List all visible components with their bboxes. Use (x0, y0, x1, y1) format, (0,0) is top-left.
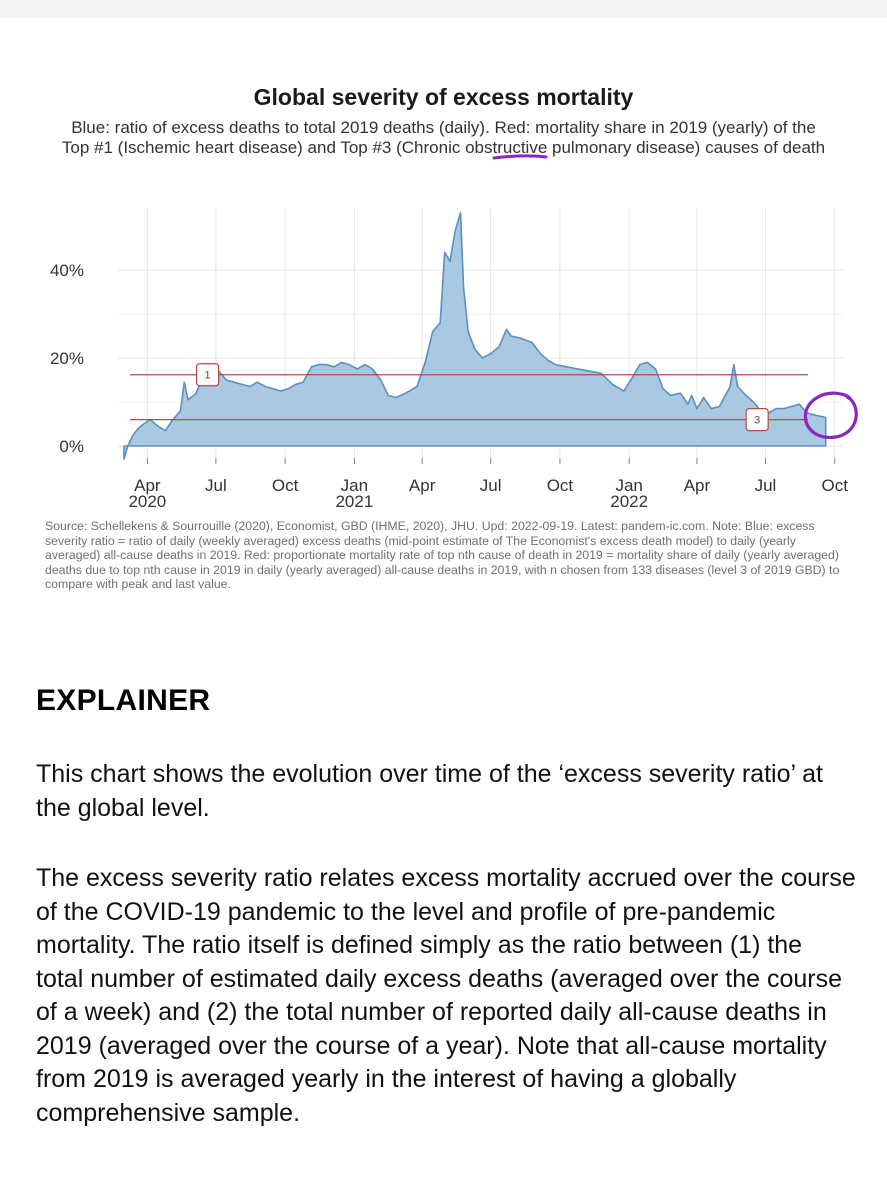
x-tick-label: Apr (683, 476, 711, 495)
y-axis-ticks (50, 261, 84, 456)
chart-subtitle: Blue: ratio of excess deaths to total 2019 deaths (daily). Red: mortality share in 2019 (yearly) of the Top #1 (Ischemic heart disease) and Top #3 (Chronic obstructive pulmonary disease) causes of death (61, 118, 826, 157)
x-tick-label: Jan (340, 476, 369, 495)
hand-drawn-underline (494, 156, 546, 158)
y-tick-label: 20% (49, 349, 84, 368)
reference-label-3: 3 (754, 414, 761, 427)
y-tick-label: 0% (59, 437, 84, 456)
chart-source-note: Source: Schellekens & Sourrouille (2020), Economist, GBD (IHME, 2020), JHU. Upd: 2022-09-19. Latest: pandem-ic.com. Note: Blue: excess severity ratio = ratio of daily (weekly averaged) excess deaths (mid-point estimate of The Economist's excess death model) to daily (yearly averaged) all-cause deaths in 2019. Red: proportionate mortality rate of top nth cause of death in 2019 = mortality share of daily (yearly averaged) deaths due to top nth cause in 2019 in daily (yearly averaged) all-cause deaths in 2019, with n chosen from 133 diseases (level 3 of 2019 GBD) to compare with peak and last value. (45, 519, 840, 591)
chart-title: Global severity of excess mortality (253, 84, 634, 110)
severity-area (124, 213, 826, 459)
explainer-heading: EXPLAINER (36, 684, 211, 717)
x-tick-year-label: 2020 (128, 492, 167, 511)
x-tick-year-label: 2022 (610, 492, 649, 511)
x-tick-year-label: 2021 (335, 492, 374, 511)
x-tick-label: Jul (754, 476, 777, 495)
explainer-paragraph-2: The excess severity ratio relates excess mortality accrued over the course of the COVID-19 pandemic to the level and profile of pre-pandemic mortality. The ratio itself is defined simply as the ratio between (1) the total number of estimated daily excess deaths (averaged over the course of a week) and (2) the total number of reported daily all-cause deaths in 2019 (averaged over the course of a year). Note that all-cause mortality from 2019 is averaged yearly in the interest of having a globally comprehensive sample. (36, 864, 856, 1127)
reference-label-1: 1 (204, 369, 211, 382)
x-tick-label: Oct (546, 476, 574, 495)
x-tick-label: Jan (615, 476, 643, 495)
x-tick-label: Jul (479, 476, 502, 495)
explainer-paragraph-1: This chart shows the evolution over time of the ‘excess severity ratio’ at the global level. (36, 760, 823, 822)
x-tick-label: Jul (205, 476, 227, 495)
y-tick-label: 40% (49, 261, 84, 280)
x-tick-label: Apr (134, 476, 161, 495)
x-tick-label: Oct (271, 476, 299, 495)
x-tick-label: Oct (821, 476, 848, 495)
x-axis-ticks (128, 458, 848, 511)
x-tick-label: Apr (408, 476, 436, 495)
excess-severity-chart (0, 0, 887, 520)
